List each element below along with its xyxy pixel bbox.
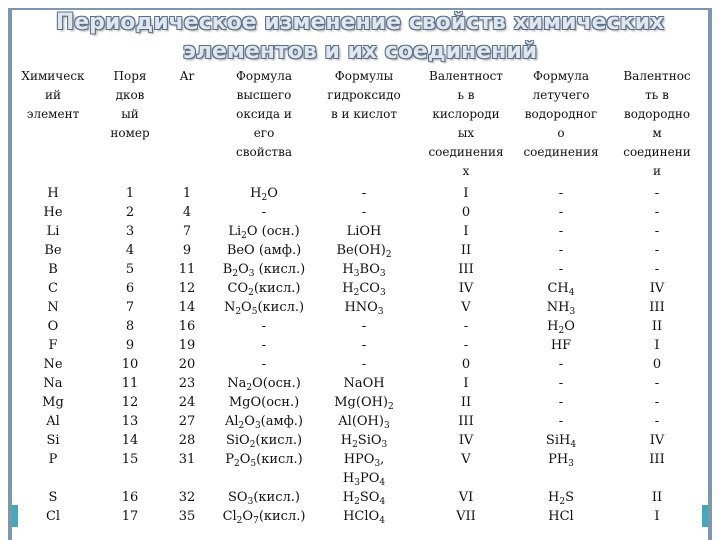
table-cell: 12 [121, 395, 139, 410]
table-cell: $H_3PO_4$ [342, 471, 386, 488]
table-cell: 15 [121, 452, 139, 467]
table-cell: $CO_2(кисл.)$ [227, 281, 301, 298]
table-cell: - [463, 319, 469, 334]
table-cell: 28 [178, 433, 196, 448]
table-cell: - [654, 243, 660, 258]
table-cell: - [361, 357, 367, 372]
table-cell: IV [458, 281, 474, 296]
table-cell: H [47, 186, 59, 201]
table-row [18, 412, 702, 431]
table-cell: - [261, 319, 267, 334]
table-cell: 31 [178, 452, 196, 467]
table-cell: III [458, 262, 474, 277]
table-cell: SiO$_2$(кисл.) [225, 433, 303, 450]
table-row [18, 393, 702, 412]
table-cell: $PH_3$ [548, 452, 574, 469]
header-ar: Ar [179, 69, 195, 83]
table-cell: O [47, 319, 59, 334]
table-cell: IV [649, 281, 665, 296]
table-cell: $SO_3(кисл.)$ [228, 490, 300, 507]
title-line-2: элементов и их соединений [182, 39, 538, 64]
table-cell: - [261, 357, 267, 372]
table-cell: V [461, 300, 471, 315]
table-cell: 4 [125, 243, 135, 258]
table-cell: 16 [178, 319, 196, 334]
table-cell: Al [46, 414, 60, 429]
table-row [18, 203, 702, 222]
table-cell: III [649, 452, 665, 467]
table-row [18, 241, 702, 260]
table-cell: BeO (амф.) [226, 243, 302, 258]
table-row [18, 507, 702, 526]
table-cell: V [461, 452, 471, 467]
table-cell: 4 [182, 205, 192, 220]
header-hydrogen-valence: Валентнос ть в водородно м соединени и [623, 69, 691, 178]
table-cell: II [651, 319, 663, 334]
table-cell: $CH_4$ [547, 281, 575, 298]
table-cell: I [654, 509, 660, 524]
table-cell: 1 [125, 186, 135, 201]
table-cell: $Mg(OH)_2$ [334, 395, 394, 412]
table-cell: - [558, 186, 564, 201]
header-hydride: Формула летучего водородног о соединения [523, 69, 599, 159]
table-cell: III [649, 300, 665, 315]
table-cell: $H_2CO_3$ [342, 281, 386, 298]
table-cell: $H_2SiO_3$ [340, 433, 388, 450]
table-cell: HClO$_4$ [343, 509, 385, 526]
table-cell: II [651, 490, 663, 505]
title-line-1: Периодическое изменение свойств химических [55, 10, 665, 35]
table-cell: NaOH [343, 376, 385, 391]
table-cell: 12 [178, 281, 196, 296]
table-cell: Ne [43, 357, 63, 372]
frame-right [708, 8, 712, 540]
table-cell: $H_2SO_4$ [342, 490, 386, 507]
table-row [18, 374, 702, 393]
table-row [18, 488, 702, 507]
header-element: Химическ ий элемент [21, 69, 85, 121]
table-cell: 0 [461, 357, 471, 372]
table-row [18, 184, 702, 203]
table-cell: $Al(OH)_3$ [338, 414, 390, 431]
table-cell: I [463, 186, 469, 201]
table-cell: HF [550, 338, 572, 353]
table-cell: $Li_2O$ (осн.) [228, 224, 300, 241]
table-cell: - [558, 414, 564, 429]
table-cell: SiH$_4$ [545, 433, 577, 450]
table-cell: - [558, 224, 564, 239]
table-cell: P [48, 452, 58, 467]
table-row [18, 298, 702, 317]
table-cell: - [558, 243, 564, 258]
table-cell: IV [458, 433, 474, 448]
header-number: Поря дков ый номер [110, 69, 150, 140]
table-cell: $HPO_3$, [343, 452, 385, 469]
table-cell: F [48, 338, 58, 353]
table-cell: 13 [121, 414, 139, 429]
table-row [18, 260, 702, 279]
table-cell: $H_2O$ [547, 319, 575, 336]
table-cell: - [654, 376, 660, 391]
properties-table [18, 67, 702, 540]
table-cell: - [558, 376, 564, 391]
slide-title [0, 8, 720, 66]
table-cell: 11 [121, 376, 139, 391]
table-cell: 9 [125, 338, 135, 353]
table-cell: $Be(OH)_2$ [336, 243, 392, 260]
header-oxygen-valence: Валентност ь в кислороди ых соединения х [428, 69, 504, 178]
table-cell: 1 [182, 186, 192, 201]
table-cell: 32 [178, 490, 196, 505]
table-cell: - [654, 414, 660, 429]
table-cell: S [48, 490, 58, 505]
table-cell: I [463, 376, 469, 391]
table-cell: $Al_2O_3(амф.)$ [224, 414, 303, 431]
table-cell: 11 [178, 262, 196, 277]
table-row [18, 469, 702, 488]
table-cell: - [261, 205, 267, 220]
table-cell: - [558, 262, 564, 277]
table-cell: III [458, 414, 474, 429]
table-cell: 14 [121, 433, 139, 448]
table-cell: 6 [125, 281, 135, 296]
table-cell: - [558, 205, 564, 220]
table-row [18, 336, 702, 355]
table-cell: 7 [182, 224, 192, 239]
table-cell: $HNO_3$ [344, 300, 384, 317]
table-cell: Cl [45, 509, 61, 524]
header-oxide: Формула высшего оксида и его свойства [235, 69, 293, 159]
table-cell: He [43, 205, 63, 220]
header-hydroxides: Формулы гидроксидо в и кислот [327, 69, 401, 121]
table-cell: $H_2O$ [250, 186, 278, 203]
table-cell: 8 [125, 319, 135, 334]
table-cell: 7 [125, 300, 135, 315]
table-cell: - [654, 224, 660, 239]
table-cell: $H_2S$ [548, 490, 574, 507]
table-cell: N [47, 300, 59, 315]
table-cell: - [558, 395, 564, 410]
table-cell: IV [649, 433, 665, 448]
table-cell: HCl [548, 509, 574, 524]
table-cell: $Na_2O(осн.)$ [227, 376, 301, 393]
table-row [18, 355, 702, 374]
table-cell: $Cl_2O_7(кисл.)$ [222, 509, 306, 526]
table-cell: 17 [121, 509, 139, 524]
table-cell: $B_2O_3$ (кисл.) [222, 262, 306, 279]
table-cell: Be [44, 243, 62, 258]
table-cell: 24 [178, 395, 196, 410]
table-cell: 20 [178, 357, 196, 372]
table-cell: MgO(осн.) [228, 395, 300, 410]
table-cell: 16 [121, 490, 139, 505]
table-cell: 5 [125, 262, 135, 277]
table-cell: I [463, 224, 469, 239]
table-cell: 14 [178, 300, 196, 315]
table-cell: - [558, 357, 564, 372]
table-cell: $P_2O_5(кисл.)$ [225, 452, 303, 469]
table-cell: II [460, 243, 472, 258]
table-cell: LiOH [346, 224, 382, 239]
frame-left [8, 8, 12, 540]
table-cell: - [654, 395, 660, 410]
table-row [18, 317, 702, 336]
table-cell: - [361, 338, 367, 353]
table-cell: - [463, 338, 469, 353]
table-cell: Mg [42, 395, 64, 410]
table-cell: I [654, 338, 660, 353]
table-cell: 9 [182, 243, 192, 258]
table-cell: - [654, 186, 660, 201]
table-cell: - [261, 338, 267, 353]
table-cell: - [361, 319, 367, 334]
table-cell: $N_2O_5(кисл.)$ [223, 300, 305, 317]
table-cell: - [654, 205, 660, 220]
table-cell: Na [43, 376, 63, 391]
table-row [18, 222, 702, 241]
table-cell: 27 [178, 414, 196, 429]
table-cell: - [654, 262, 660, 277]
table-cell: $H_3BO_3$ [342, 262, 386, 279]
table-cell: C [48, 281, 58, 296]
table-cell: II [460, 395, 472, 410]
table-cell: B [48, 262, 58, 277]
table-cell: - [361, 205, 367, 220]
table-row [18, 450, 702, 469]
table-cell: $NH_3$ [546, 300, 576, 317]
table-cell: 0 [461, 205, 471, 220]
table-row [18, 431, 702, 450]
table-cell: - [361, 186, 367, 201]
table-cell: VII [456, 509, 476, 524]
table-cell: 10 [121, 357, 139, 372]
table-cell: 2 [125, 205, 135, 220]
table-row [18, 279, 702, 298]
table-cell: Si [46, 433, 60, 448]
table-cell: 23 [178, 376, 196, 391]
table-cell: 3 [125, 224, 135, 239]
table-cell: 19 [178, 338, 196, 353]
table-cell: VI [458, 490, 474, 505]
table-cell: 0 [652, 357, 662, 372]
table-cell: Li [46, 224, 60, 239]
table-cell: 35 [178, 509, 196, 524]
